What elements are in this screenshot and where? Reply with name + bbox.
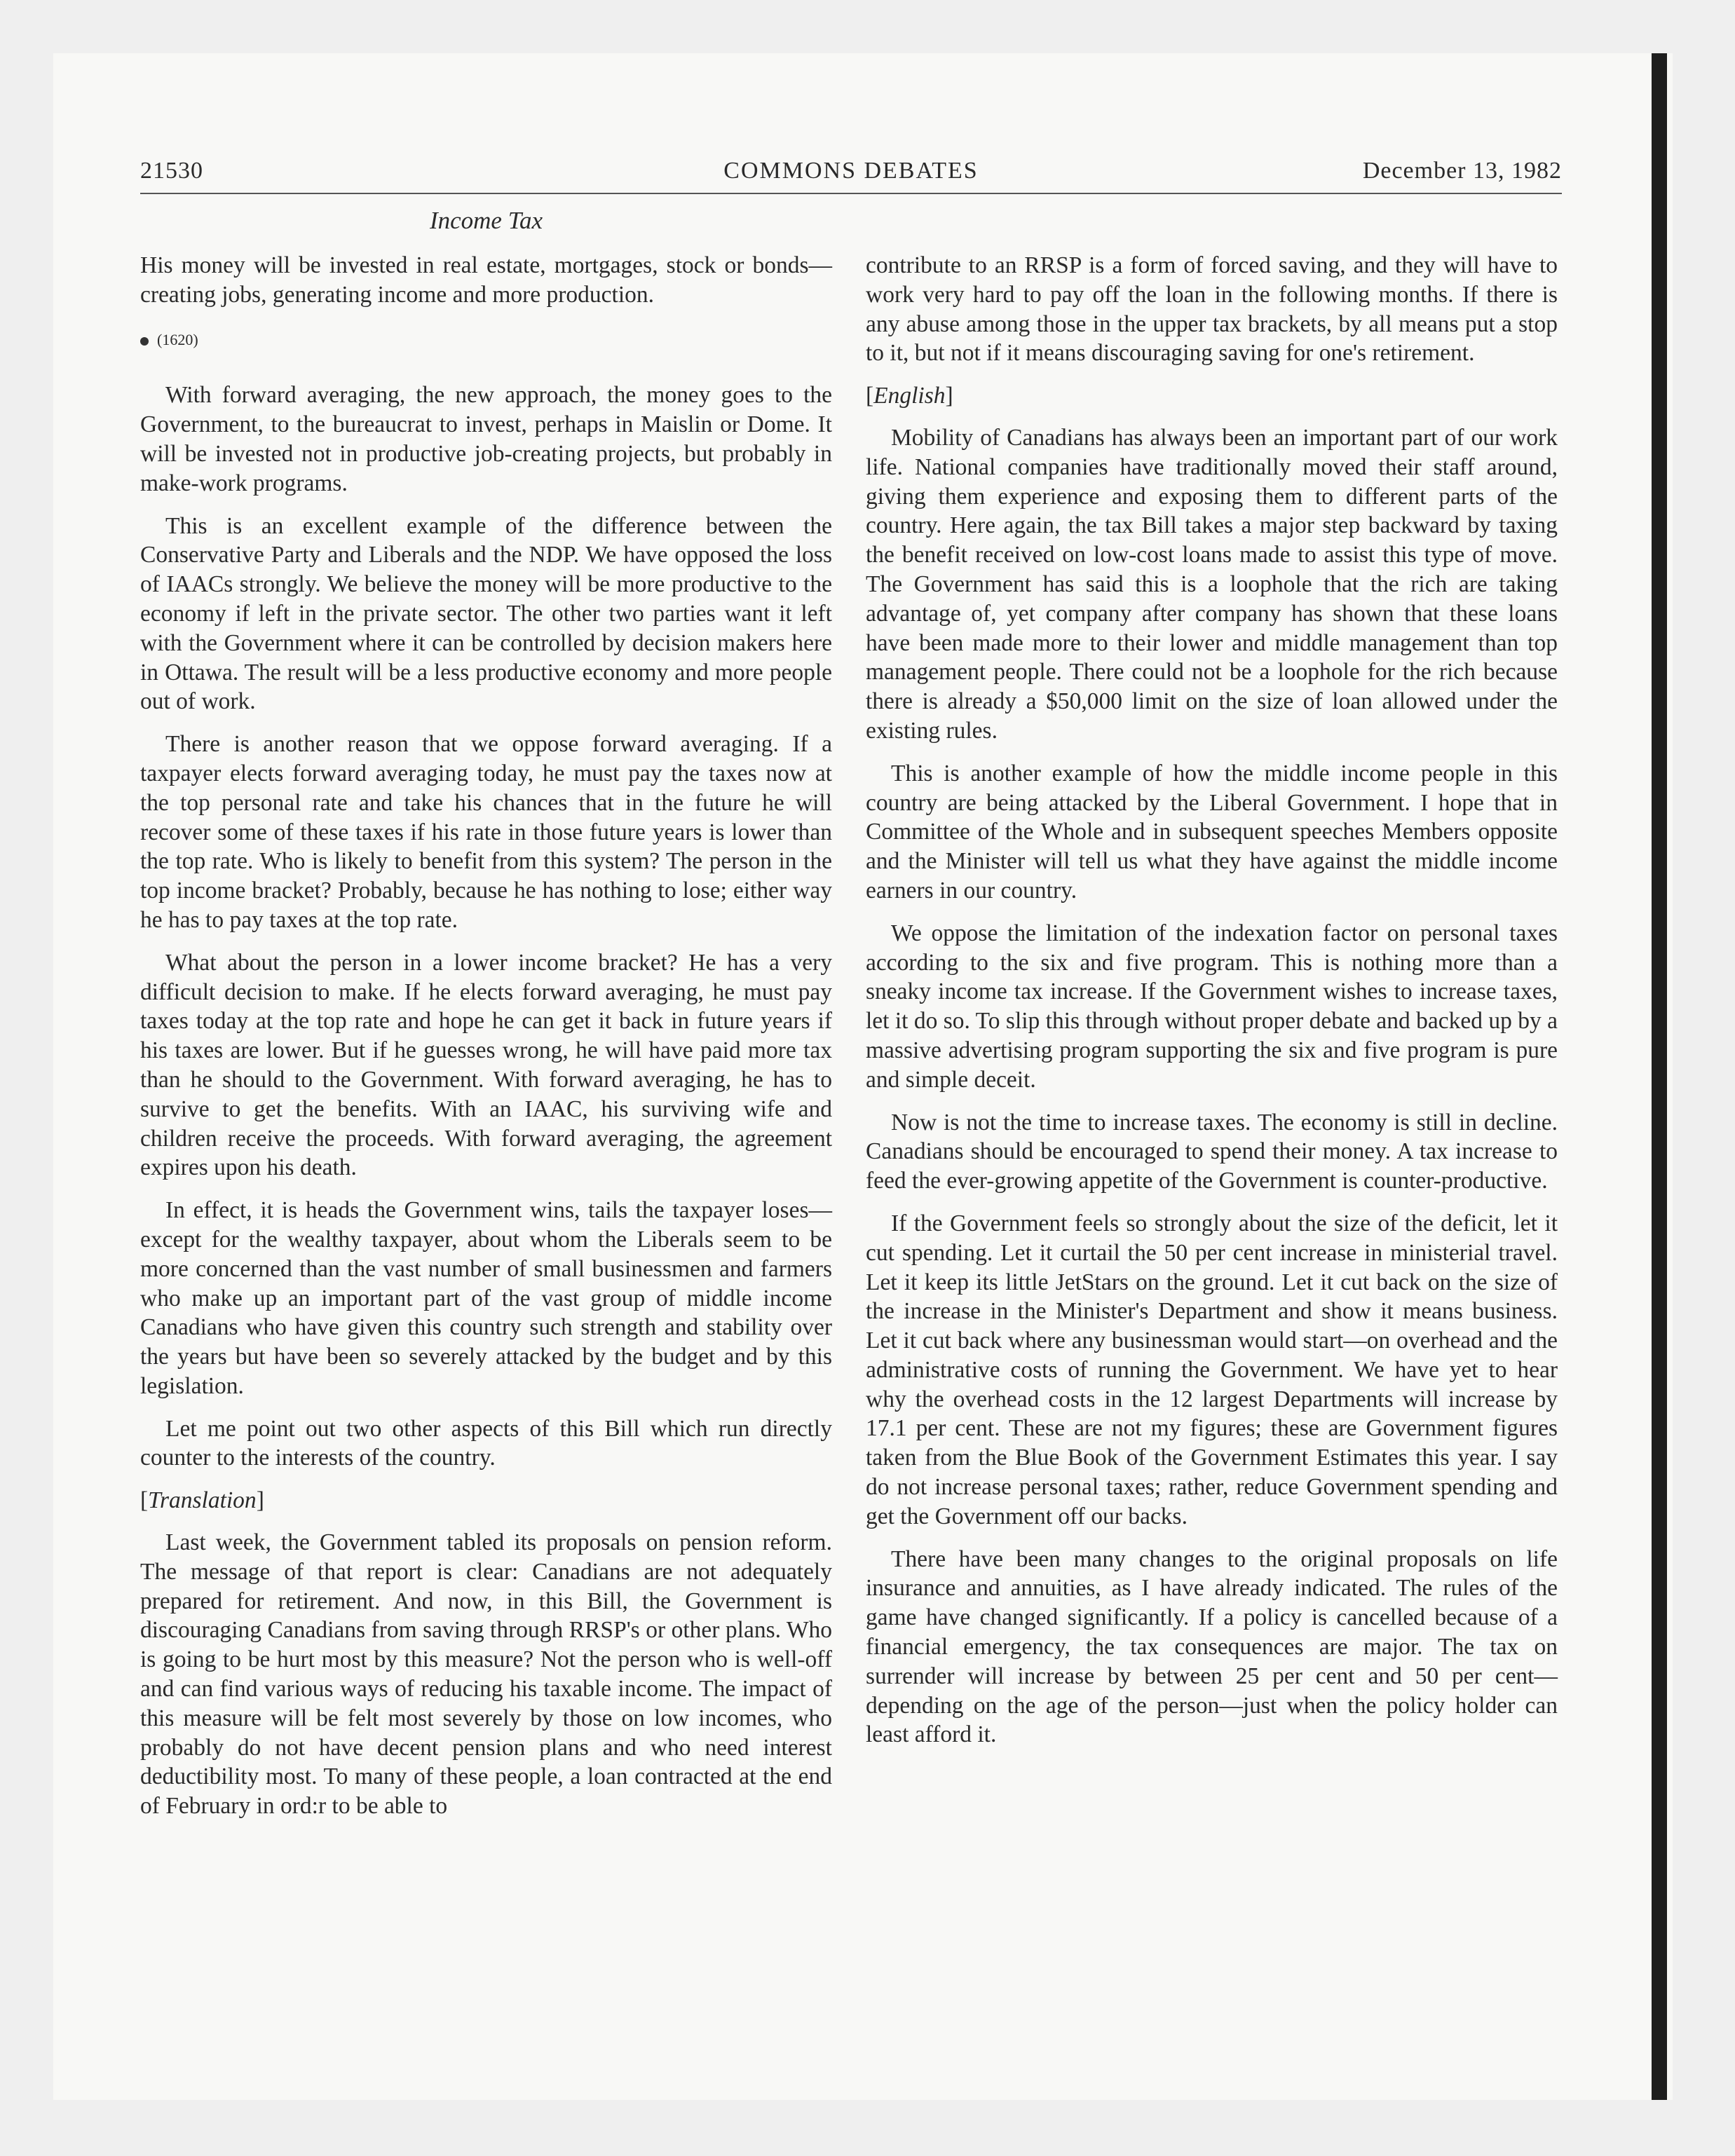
paragraph: With forward averaging, the new approach, the money goes to the Government, to the bureaucrat to invest, perhaps in Maislin or Dome. It will be invested not in productive job-creating projects, but probably in make-work programs. [140,382,832,496]
right-column [866,251,1558,1763]
page-header [140,158,1562,194]
page-edge-shadow [1652,53,1667,2100]
paragraph: In effect, it is heads the Government wins, tails the taxpayer loses—except for the wealthy taxpayer, about whom the Liberals seem to be more concerned than the vast number of small businessmen and farmers who make up an important part of the vast group of middle income Canadians who have given this country such strength and stability over the years but have been so severely attacked by the budget and by this legislation. [140,1197,832,1399]
time-marker-label: (1620) [157,330,198,348]
paragraph: We oppose the limitation of the indexation factor on personal taxes according to the six and five program. This is nothing more than a sneaky income tax increase. If the Government wishes to increase taxes, let it do so. To slip this through without proper debate and backed up by a massive advertising program supporting the six and five program is pure and simple deceit. [866,920,1558,1093]
paragraph: Mobility of Canadians has always been an important part of our work life. National companies have traditionally moved their staff around, giving them experience and exposing them to different parts of the country. Here again, the tax Bill takes a major step backward by taxing the benefit received on low-cost loans made to assist this type of move. The Government has said this is a loophole that the rich are taking advantage of, yet company after company has shown that these loans have been made more to their lower and middle management than top management people. There could not be a loophole for the rich because there is already a $50,000 limit on the size of loan allowed under the existing rules. [866,424,1558,744]
paragraph: There is another reason that we oppose forward averaging. If a taxpayer elects forward averaging today, he must pay the taxes now at the top personal rate and take his chances that in the future he will recover some of these taxes if his rate in those future years is lower than the top rate. Who is likely to benefit from this system? The person in the top income bracket? Probably, because he has nothing to lose; either way he has to pay taxes at the top rate. [140,731,832,933]
time-marker [140,325,832,355]
paragraph: Now is not the time to increase taxes. The economy is still in decline. Canadians should be encouraged to spend their money. A tax increase to feed the ever-growing appetite of the Government is counter-productive. [866,1109,1558,1194]
paragraph: This is another example of how the middle income people in this country are being attacked by the Liberal Government. I hope that in Committee of the Whole and in subsequent speeches Members opposite and the Minister will tell us what they have against the middle income earners in our country. [866,760,1558,903]
language-tag: [English] [866,383,953,409]
paragraph: Let me point out two other aspects of this Bill which run directly counter to the interests of the country. [140,1415,832,1471]
paragraph: His money will be invested in real estate, mortgages, stock or bonds—creating jobs, generating income and more production. [140,252,832,308]
page-number: 21530 [140,158,203,184]
section-title: Income Tax [429,207,543,234]
bullet-icon [140,337,149,346]
paragraph: contribute to an RRSP is a form of forced saving, and they will have to work very hard to pay off the loan in the following months. If there is any abuse among those in the upper tax brackets, by all means put a stop to it, but not if it means discouraging saving for one's retirement. [866,252,1558,367]
publication-title: COMMONS DEBATES [723,158,979,184]
paragraph: This is an excellent example of the difference between the Conservative Party and Liberals and the NDP. We have opposed the loss of IAACs strongly. We believe the money will be more productive to the economy if left in the private sector. The other two parties want it left with the Government where it can be controlled by decision makers here in Ottawa. The result will be a less productive economy and more people out of work. [140,512,832,715]
paragraph: Last week, the Government tabled its proposals on pension reform. The message of that report is clear: Canadians are not adequately prepared for retirement. And now, in this Bill, the Government is discouraging Canadians from saving through RRSP's or other plans. Who is going to be hurt most by this measure? Not the person who is well-off and can find various ways of reducing his taxable income. The impact of this measure will be felt most severely by those on low incomes, who probably do not have decent pension plans and who need interest deductibility most. To many of these people, a loan contracted at the end of February in ord:r to be able to [140,1529,832,1820]
left-column [140,251,832,1834]
publication-date: December 13, 1982 [1362,158,1562,184]
paragraph: There have been many changes to the original proposals on life insurance and annuities, as I have already indicated. The rules of the game have changed significantly. If a policy is cancelled because of a financial emergency, the tax consequences are major. The tax on surrender will increase by between 25 per cent and 50 per cent—depending on the age of the person—just when the policy holder can least afford it. [866,1546,1558,1748]
language-tag-label: Translation [148,1487,257,1514]
paragraph: If the Government feels so strongly about the size of the deficit, let it cut spending. Let it curtail the 50 per cent increase in ministerial travel. Let it keep its little JetStars on the ground. Let it cut back on the size of the increase in the Minister's Department and show it means business. Let it cut back where any businessman would start—on overhead and the administrative costs of running the Government. We have yet to hear why the overhead costs in the 12 largest Departments will increase by 17.1 per cent. These are not my figures; these are Government figures taken from the Blue Book of the Government Estimates this year. I say do not increase personal taxes; rather, reduce Government spending and get the Government off our backs. [866,1210,1558,1529]
paragraph: What about the person in a lower income bracket? He has a very difficult decision to make. If he elects forward averaging, he must pay taxes today at the top rate and hope he can get it back in future years if his taxes are lower. But if he guesses wrong, he will have paid more tax than he should to the Government. With forward averaging, he has to survive to get the benefits. With an IAAC, his surviving wife and children receive the proceeds. With forward averaging, the agreement expires upon his death. [140,949,832,1181]
language-tag: [Translation] [140,1487,264,1514]
language-tag-label: English [873,383,946,409]
